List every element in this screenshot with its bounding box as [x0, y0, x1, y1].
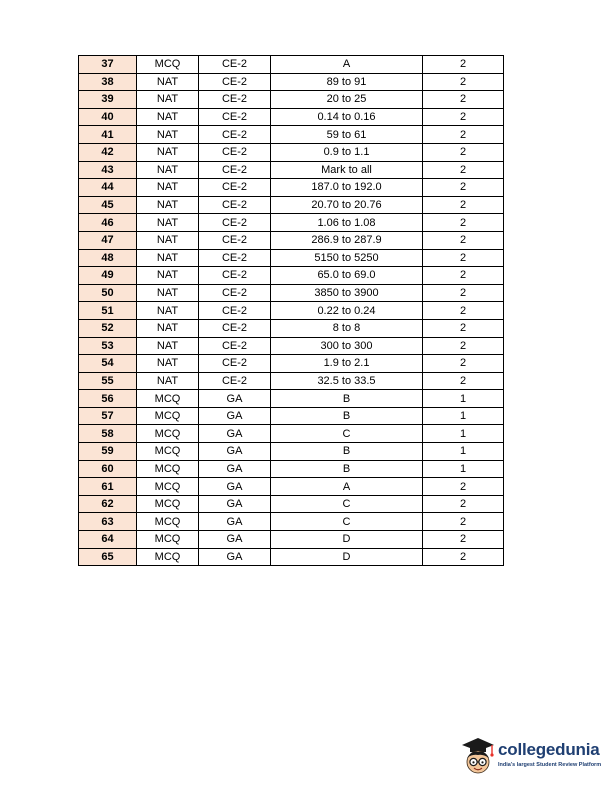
question-type-cell: MCQ [137, 390, 199, 408]
question-type-cell: NAT [137, 337, 199, 355]
section-cell: GA [199, 495, 271, 513]
question-type-cell: NAT [137, 214, 199, 232]
question-number-cell: 62 [79, 495, 137, 513]
section-cell: CE-2 [199, 284, 271, 302]
section-cell: GA [199, 407, 271, 425]
marks-cell: 2 [423, 478, 504, 496]
section-cell: CE-2 [199, 231, 271, 249]
section-cell: CE-2 [199, 179, 271, 197]
table-row [79, 319, 504, 337]
marks-cell: 2 [423, 249, 504, 267]
answer-key-cell: 0.22 to 0.24 [271, 302, 423, 320]
question-number-cell: 64 [79, 531, 137, 549]
answer-key-cell: B [271, 390, 423, 408]
table-row [79, 355, 504, 373]
question-number-cell: 44 [79, 179, 137, 197]
table-row [79, 531, 504, 549]
question-number-cell: 48 [79, 249, 137, 267]
question-number-cell: 47 [79, 231, 137, 249]
question-type-cell: NAT [137, 73, 199, 91]
table-row [79, 390, 504, 408]
marks-cell: 2 [423, 513, 504, 531]
section-cell: GA [199, 443, 271, 461]
answer-key-cell: 187.0 to 192.0 [271, 179, 423, 197]
question-type-cell: NAT [137, 108, 199, 126]
question-number-cell: 38 [79, 73, 137, 91]
section-cell: CE-2 [199, 91, 271, 109]
marks-cell: 2 [423, 531, 504, 549]
question-type-cell: NAT [137, 161, 199, 179]
marks-cell: 2 [423, 372, 504, 390]
answer-key-cell: 20 to 25 [271, 91, 423, 109]
question-type-cell: MCQ [137, 478, 199, 496]
question-number-cell: 53 [79, 337, 137, 355]
section-cell: CE-2 [199, 161, 271, 179]
answer-key-table [78, 55, 504, 566]
table-row [79, 179, 504, 197]
section-cell: CE-2 [199, 56, 271, 74]
question-number-cell: 37 [79, 56, 137, 74]
section-cell: CE-2 [199, 249, 271, 267]
table-row [79, 214, 504, 232]
answer-key-cell: B [271, 443, 423, 461]
question-number-cell: 52 [79, 319, 137, 337]
marks-cell: 1 [423, 407, 504, 425]
marks-cell: 2 [423, 267, 504, 285]
table-row [79, 372, 504, 390]
answer-key-cell: 65.0 to 69.0 [271, 267, 423, 285]
marks-cell: 2 [423, 302, 504, 320]
table-row [79, 231, 504, 249]
marks-cell: 2 [423, 91, 504, 109]
section-cell: GA [199, 531, 271, 549]
question-type-cell: MCQ [137, 513, 199, 531]
answer-key-cell: 286.9 to 287.9 [271, 231, 423, 249]
section-cell: CE-2 [199, 126, 271, 144]
answer-key-cell: A [271, 56, 423, 74]
marks-cell: 1 [423, 425, 504, 443]
question-type-cell: NAT [137, 372, 199, 390]
table-row [79, 443, 504, 461]
answer-key-cell: 1.06 to 1.08 [271, 214, 423, 232]
question-type-cell: MCQ [137, 495, 199, 513]
marks-cell: 2 [423, 495, 504, 513]
question-number-cell: 39 [79, 91, 137, 109]
marks-cell: 2 [423, 337, 504, 355]
marks-cell: 2 [423, 214, 504, 232]
question-type-cell: MCQ [137, 407, 199, 425]
answer-key-cell: 5150 to 5250 [271, 249, 423, 267]
section-cell: CE-2 [199, 302, 271, 320]
marks-cell: 2 [423, 319, 504, 337]
mascot-icon [458, 734, 496, 780]
question-number-cell: 65 [79, 548, 137, 566]
question-number-cell: 61 [79, 478, 137, 496]
section-cell: GA [199, 478, 271, 496]
marks-cell: 1 [423, 443, 504, 461]
question-number-cell: 55 [79, 372, 137, 390]
question-type-cell: NAT [137, 284, 199, 302]
section-cell: GA [199, 425, 271, 443]
table-row [79, 513, 504, 531]
answer-key-cell: C [271, 495, 423, 513]
question-type-cell: NAT [137, 179, 199, 197]
question-number-cell: 46 [79, 214, 137, 232]
table-row [79, 91, 504, 109]
marks-cell: 1 [423, 390, 504, 408]
section-cell: CE-2 [199, 319, 271, 337]
question-type-cell: NAT [137, 91, 199, 109]
question-type-cell: MCQ [137, 548, 199, 566]
table-row [79, 73, 504, 91]
question-type-cell: MCQ [137, 460, 199, 478]
table-row [79, 267, 504, 285]
table-row [79, 337, 504, 355]
marks-cell: 2 [423, 73, 504, 91]
question-number-cell: 49 [79, 267, 137, 285]
marks-cell: 2 [423, 196, 504, 214]
question-type-cell: MCQ [137, 443, 199, 461]
question-type-cell: MCQ [137, 56, 199, 74]
answer-key-cell: 8 to 8 [271, 319, 423, 337]
section-cell: CE-2 [199, 143, 271, 161]
marks-cell: 2 [423, 231, 504, 249]
marks-cell: 2 [423, 179, 504, 197]
table-row [79, 143, 504, 161]
collegedunia-logo[interactable] [458, 734, 608, 784]
answer-key-cell: 20.70 to 20.76 [271, 196, 423, 214]
table-row [79, 126, 504, 144]
question-number-cell: 56 [79, 390, 137, 408]
answer-key-cell: B [271, 407, 423, 425]
marks-cell: 2 [423, 56, 504, 74]
table-row [79, 56, 504, 74]
section-cell: GA [199, 513, 271, 531]
marks-cell: 2 [423, 548, 504, 566]
logo-wordmark: collegedunia [498, 740, 600, 759]
question-number-cell: 58 [79, 425, 137, 443]
section-cell: CE-2 [199, 372, 271, 390]
question-number-cell: 50 [79, 284, 137, 302]
question-type-cell: MCQ [137, 425, 199, 443]
answer-key-cell: C [271, 513, 423, 531]
answer-key-cell: 59 to 61 [271, 126, 423, 144]
table-row [79, 548, 504, 566]
question-number-cell: 60 [79, 460, 137, 478]
question-type-cell: NAT [137, 143, 199, 161]
answer-key-body [79, 56, 504, 566]
question-number-cell: 59 [79, 443, 137, 461]
table-row [79, 196, 504, 214]
table-row [79, 108, 504, 126]
section-cell: GA [199, 460, 271, 478]
answer-key-cell: 300 to 300 [271, 337, 423, 355]
question-number-cell: 43 [79, 161, 137, 179]
table-row [79, 495, 504, 513]
question-number-cell: 57 [79, 407, 137, 425]
question-type-cell: NAT [137, 249, 199, 267]
question-number-cell: 54 [79, 355, 137, 373]
question-type-cell: NAT [137, 355, 199, 373]
question-type-cell: MCQ [137, 531, 199, 549]
question-type-cell: NAT [137, 126, 199, 144]
answer-key-cell: D [271, 548, 423, 566]
question-type-cell: NAT [137, 196, 199, 214]
table-row [79, 407, 504, 425]
section-cell: CE-2 [199, 73, 271, 91]
answer-key-cell: 3850 to 3900 [271, 284, 423, 302]
table-row [79, 478, 504, 496]
table-row [79, 425, 504, 443]
section-cell: GA [199, 548, 271, 566]
question-type-cell: NAT [137, 319, 199, 337]
question-number-cell: 40 [79, 108, 137, 126]
section-cell: CE-2 [199, 108, 271, 126]
marks-cell: 2 [423, 284, 504, 302]
answer-key-cell: C [271, 425, 423, 443]
table-row [79, 161, 504, 179]
answer-key-cell: 0.9 to 1.1 [271, 143, 423, 161]
question-number-cell: 41 [79, 126, 137, 144]
answer-key-cell: 89 to 91 [271, 73, 423, 91]
marks-cell: 1 [423, 460, 504, 478]
marks-cell: 2 [423, 143, 504, 161]
table-row [79, 460, 504, 478]
answer-key-cell: Mark to all [271, 161, 423, 179]
answer-key-cell: B [271, 460, 423, 478]
question-number-cell: 63 [79, 513, 137, 531]
answer-key-cell: A [271, 478, 423, 496]
question-type-cell: NAT [137, 231, 199, 249]
section-cell: CE-2 [199, 267, 271, 285]
answer-key-cell: 1.9 to 2.1 [271, 355, 423, 373]
table-row [79, 249, 504, 267]
section-cell: CE-2 [199, 196, 271, 214]
section-cell: CE-2 [199, 337, 271, 355]
section-cell: CE-2 [199, 214, 271, 232]
answer-key-cell: D [271, 531, 423, 549]
table-row [79, 302, 504, 320]
section-cell: GA [199, 390, 271, 408]
answer-key-cell: 32.5 to 33.5 [271, 372, 423, 390]
question-number-cell: 51 [79, 302, 137, 320]
question-number-cell: 42 [79, 143, 137, 161]
section-cell: CE-2 [199, 355, 271, 373]
question-type-cell: NAT [137, 267, 199, 285]
table-row [79, 284, 504, 302]
marks-cell: 2 [423, 126, 504, 144]
answer-key-cell: 0.14 to 0.16 [271, 108, 423, 126]
marks-cell: 2 [423, 161, 504, 179]
logo-tagline: India's largest Student Review Platform [498, 762, 602, 768]
marks-cell: 2 [423, 108, 504, 126]
question-number-cell: 45 [79, 196, 137, 214]
marks-cell: 2 [423, 355, 504, 373]
question-type-cell: NAT [137, 302, 199, 320]
